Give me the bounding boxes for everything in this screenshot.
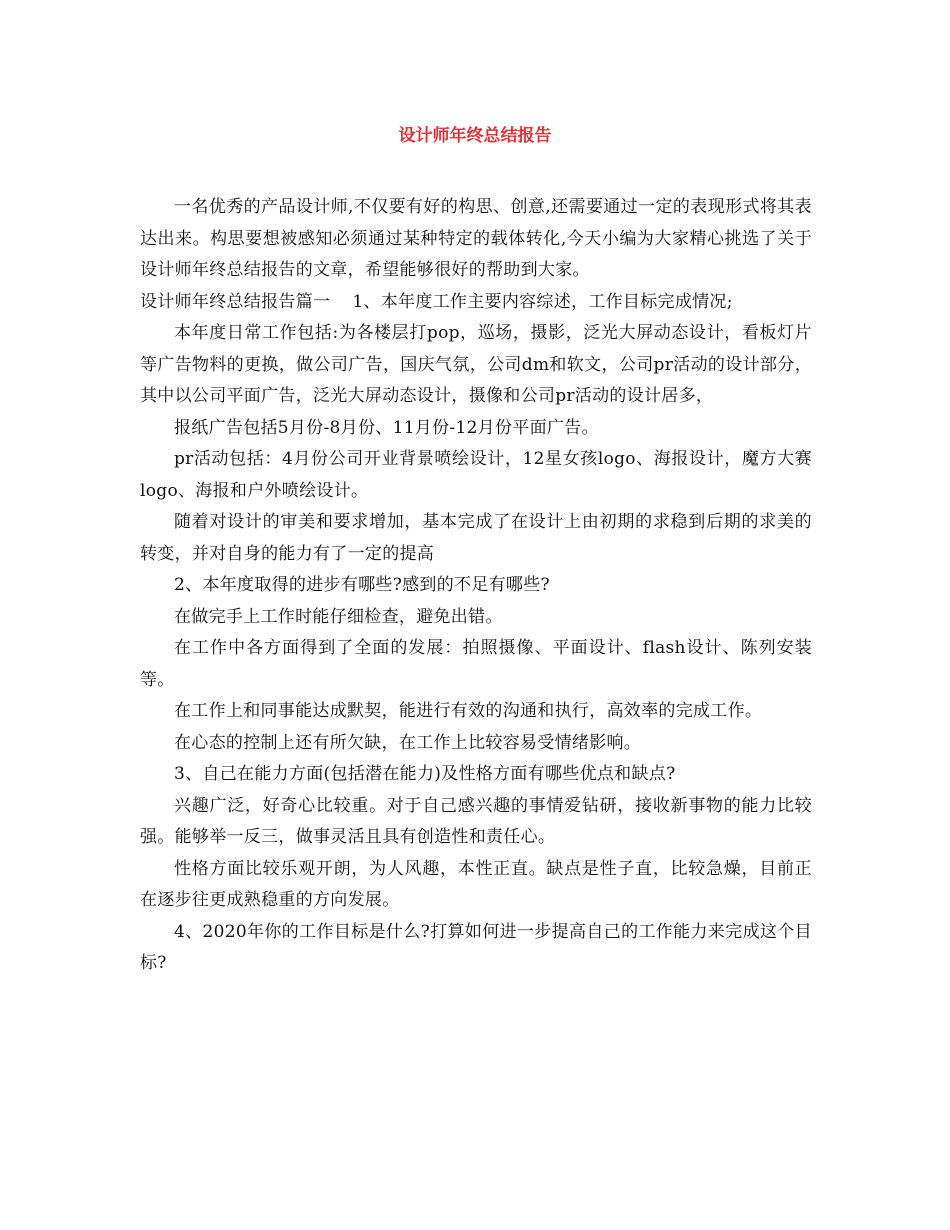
section-item-4: 4、2020年你的工作目标是什么?打算如何进一步提高自己的工作能力来完成这个目标? [140, 921, 812, 973]
paragraph-pr-activities: pr活动包括：4月份公司开业背景喷绘设计，12星女孩logo、海报设计，魔方大赛logo、海报和户外喷绘设计。 [140, 449, 812, 501]
paragraph-newspaper-ads: 报纸广告包括5月份-8月份、11月份-12月份平面广告。 [174, 417, 599, 438]
section-heading: 设计师年终总结报告篇一 [140, 291, 331, 312]
document-body [140, 192, 812, 980]
paragraph-improvement: 随着对设计的审美和要求增加，基本完成了在设计上由初期的求稳到后期的求美的转变，并对自身的能力有了一定的提高 [140, 512, 812, 564]
paragraph-daily-work: 本年度日常工作包括:为各楼层打pop，巡场，摄影，泛光大屏动态设计，看板灯片等广告物料的更换，做公司广告，国庆气氛，公司dm和软文，公司pr活动的设计部分，其中以公司平面广告，泛光大屏动态设计，摄像和公司pr活动的设计居多， [140, 323, 812, 406]
intro-paragraph: 一名优秀的产品设计师,不仅要有好的构思、创意,还需要通过一定的表现形式将其表达出来。构思要想被感知必须通过某种特定的载体转化,今天小编为大家精心挑选了关于设计师年终总结报告的文章，希望能够很好的帮助到大家。 [140, 197, 812, 280]
paragraph-strengths: 兴趣广泛，好奇心比较重。对于自己感兴趣的事情爱钻研，接收新事物的能力比较强。能够举一反三，做事灵活且具有创造性和责任心。 [140, 795, 812, 847]
document-title: 设计师年终总结报告 [398, 126, 552, 146]
paragraph-mindset: 在心态的控制上还有所欠缺，在工作上比较容易受情绪影响。 [174, 732, 642, 753]
paragraph-development: 在工作中各方面得到了全面的发展：拍照摄像、平面设计、flash设计、陈列安装等。 [140, 638, 812, 690]
paragraph-teamwork: 在工作上和同事能达成默契，能进行有效的沟通和执行，高效率的完成工作。 [174, 701, 763, 721]
section-item-1: 1、本年度工作主要内容综述，工作目标完成情况; [352, 291, 733, 312]
section-item-2: 2、本年度取得的进步有哪些?感到的不足有哪些? [174, 575, 550, 595]
paragraph-personality: 性格方面比较乐观开朗，为人风趣，本性正直。缺点是性子直，比较急燥，目前正在逐步往更成熟稳重的方向发展。 [140, 858, 812, 910]
section-item-3: 3、自己在能力方面(包括潜在能力)及性格方面有哪些优点和缺点? [174, 764, 676, 784]
paragraph-careful-check: 在做完手上工作时能仔细检查，避免出错。 [174, 606, 503, 627]
section-heading-line [140, 287, 812, 319]
